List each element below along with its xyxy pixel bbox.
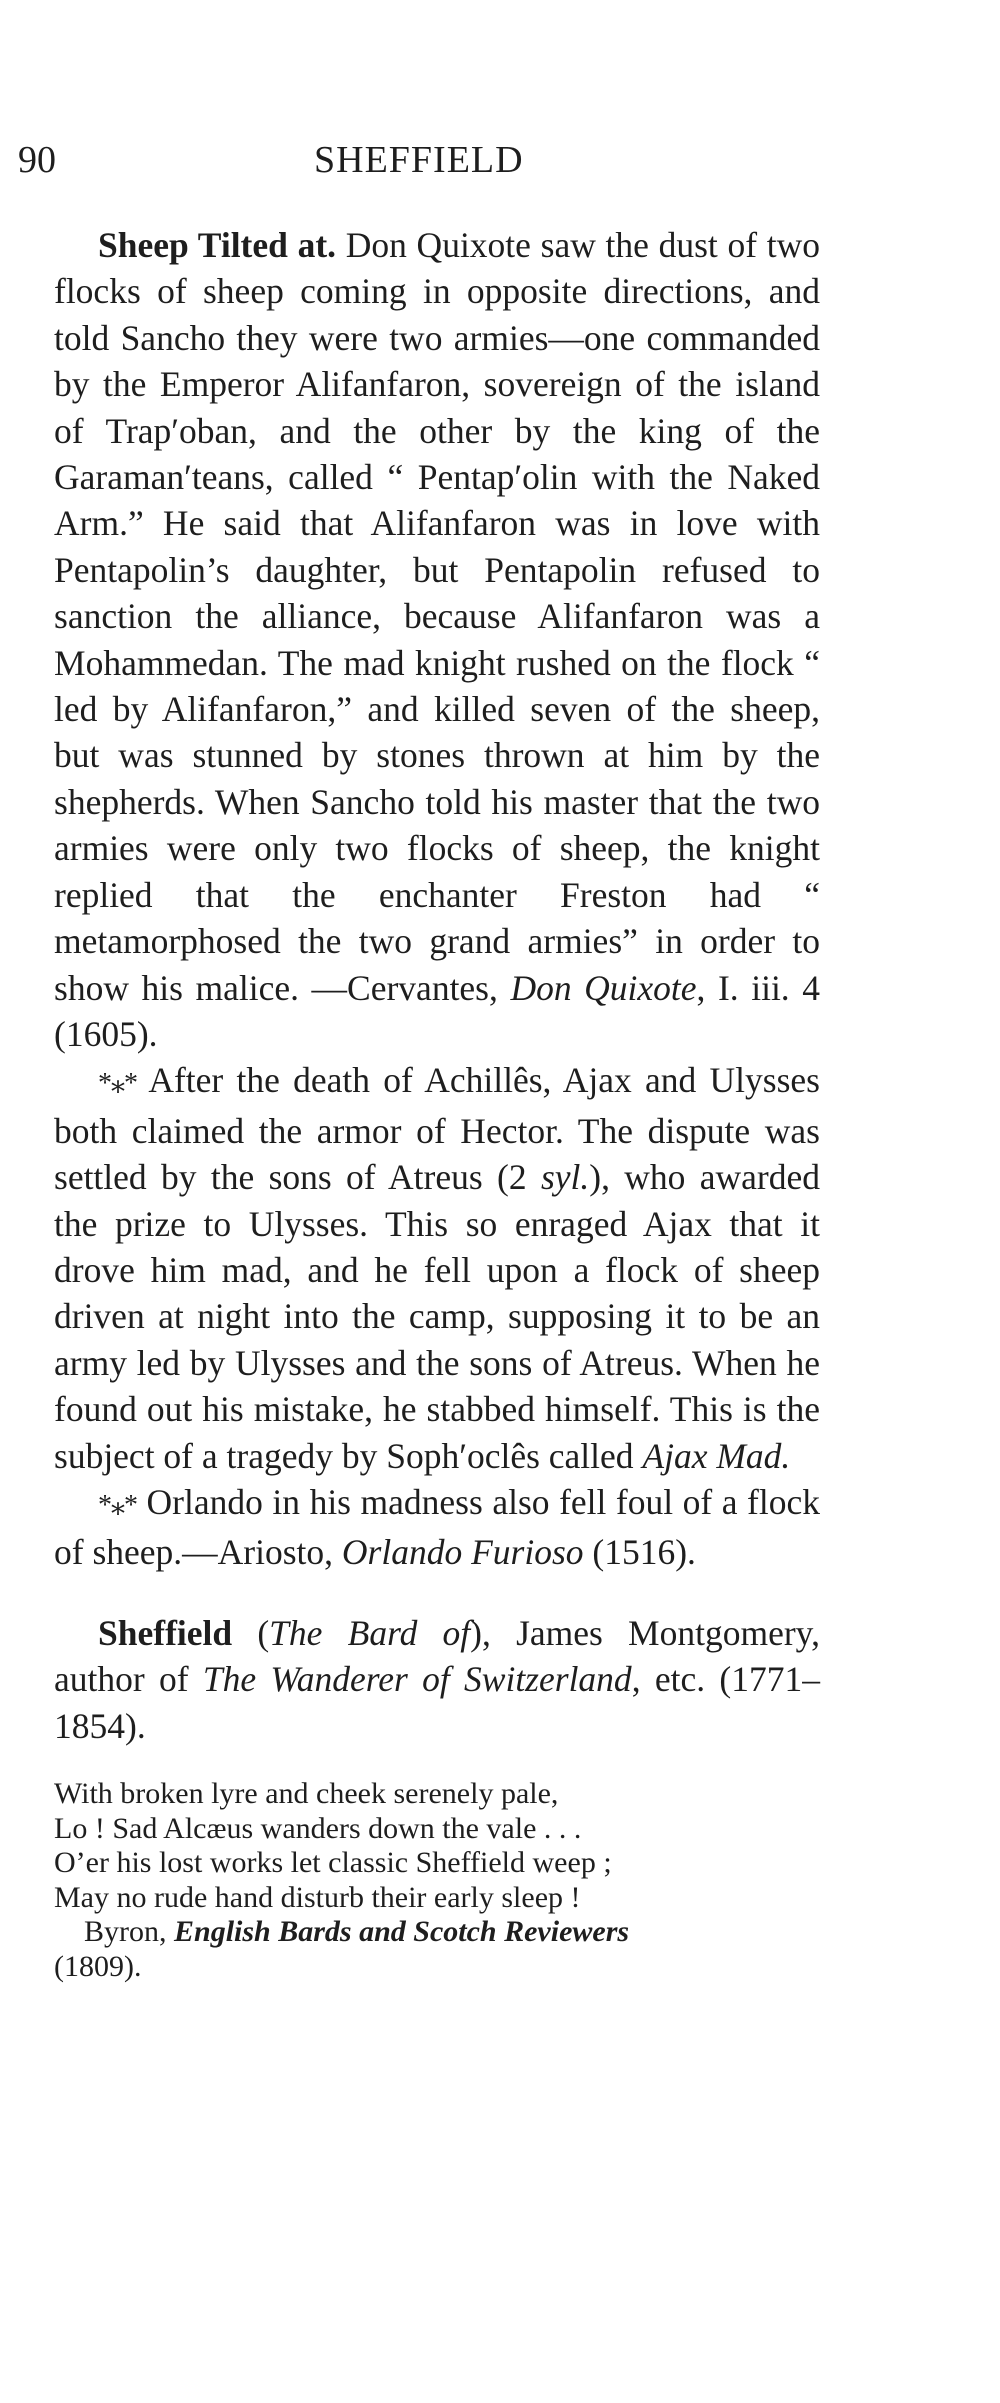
sheffield-dates: , etc. (1771–1854). [54,1659,820,1746]
verse-quotation [54,1777,820,1984]
sheffield-text: ), James Montgomery, author of [54,1612,820,1700]
citation-reference: , I. iii. 4 (1605). [54,967,820,1054]
epithet-the-bard-of: The Bard of [269,1612,471,1653]
entry-sheep-text: Don Quixote saw the dust of two flocks of sheep coming in opposite directions, and told Sancho they were two armies—one commanded by the Emperor Alifanfaron, sovereign of the island of Trap′oban, and the other by the king of the Garaman′teans, called “ Pentap′olin with the Naked Arm.” He said that Alifanfaron was in love with Pentapolin’s daughter, but Pentapolin refused to sanction the alliance, because Alifanfaron was a Mohammedan. The mad knight rushed on the flock “ led by Alifanfaron,” and killed seven of the sheep, but was stunned by stones thrown at him by the shepherds. When Sancho told his master that the two armies were only two flocks of sheep, the knight replied that the enchanter Freston had “ metamorphosed the two grand armies” in order to show his malice. —Cervantes, [54,225,820,1008]
page-body [54,222,820,1984]
attribution-year: (1809). [54,1949,142,1983]
entry-sheep-paragraph [54,222,820,1057]
ajax-text-part1: After the death of Achillês, Ajax and Ulysses both claimed the armor of Hector. The dispute was settled by the sons of Atreus (2 [54,1060,820,1198]
work-title-ajax-mad: Ajax Mad. [642,1435,791,1476]
page-number: 90 [18,139,56,181]
ajax-text-part2: ), who awarded the prize to Ulysses. This so enraged Ajax that it drove him mad, and he fell upon a flock of sheep driven at night into the camp, supposing it to be an army led by Ulysses and the sons of Atreus. When he found out his mistake, he stabbed himself. This is the subject of a tragedy by Soph′oclês called [54,1157,821,1476]
running-head [18,138,818,188]
paren-open: ( [232,1612,270,1653]
attribution-author: Byron, [84,1915,174,1948]
headword-sheffield: Sheffield [98,1612,233,1653]
verse-line: O’er his lost works let classic Sheffield weep ; [54,1846,612,1879]
work-title-wanderer-of-switzerland: The Wanderer of Switzerland [202,1659,632,1700]
verse-line: With broken lyre and cheek serenely pale, [54,1777,559,1810]
work-title-don-quixote: Don Quixote [510,967,697,1008]
entry-sheffield-paragraph [54,1610,820,1749]
work-title-english-bards: English Bards and Scotch Reviewers [174,1915,630,1948]
orlando-paragraph [54,1479,820,1576]
orlando-text: Orlando in his madness also fell foul of a flock of sheep.—Ariosto, [54,1481,820,1573]
headword-sheep-tilted-at: Sheep Tilted at. [98,225,337,265]
syllable-abbreviation: syl. [540,1157,590,1198]
work-title-orlando-furioso: Orlando Furioso [341,1532,584,1573]
entry-separator [54,1576,820,1610]
citation-year: (1516). [583,1532,696,1573]
asterism-mark: *⁎* [98,1068,137,1100]
quotation-attribution [54,1915,820,1950]
verse-line: Lo ! Sad Alcæus wanders down the vale . . . [54,1811,582,1845]
ajax-paragraph [54,1057,820,1479]
running-title: SHEFFIELD [314,139,524,181]
verse-line: May no rude hand disturb their early sleep ! [54,1880,581,1914]
asterism-mark: *⁎* [98,1489,137,1521]
